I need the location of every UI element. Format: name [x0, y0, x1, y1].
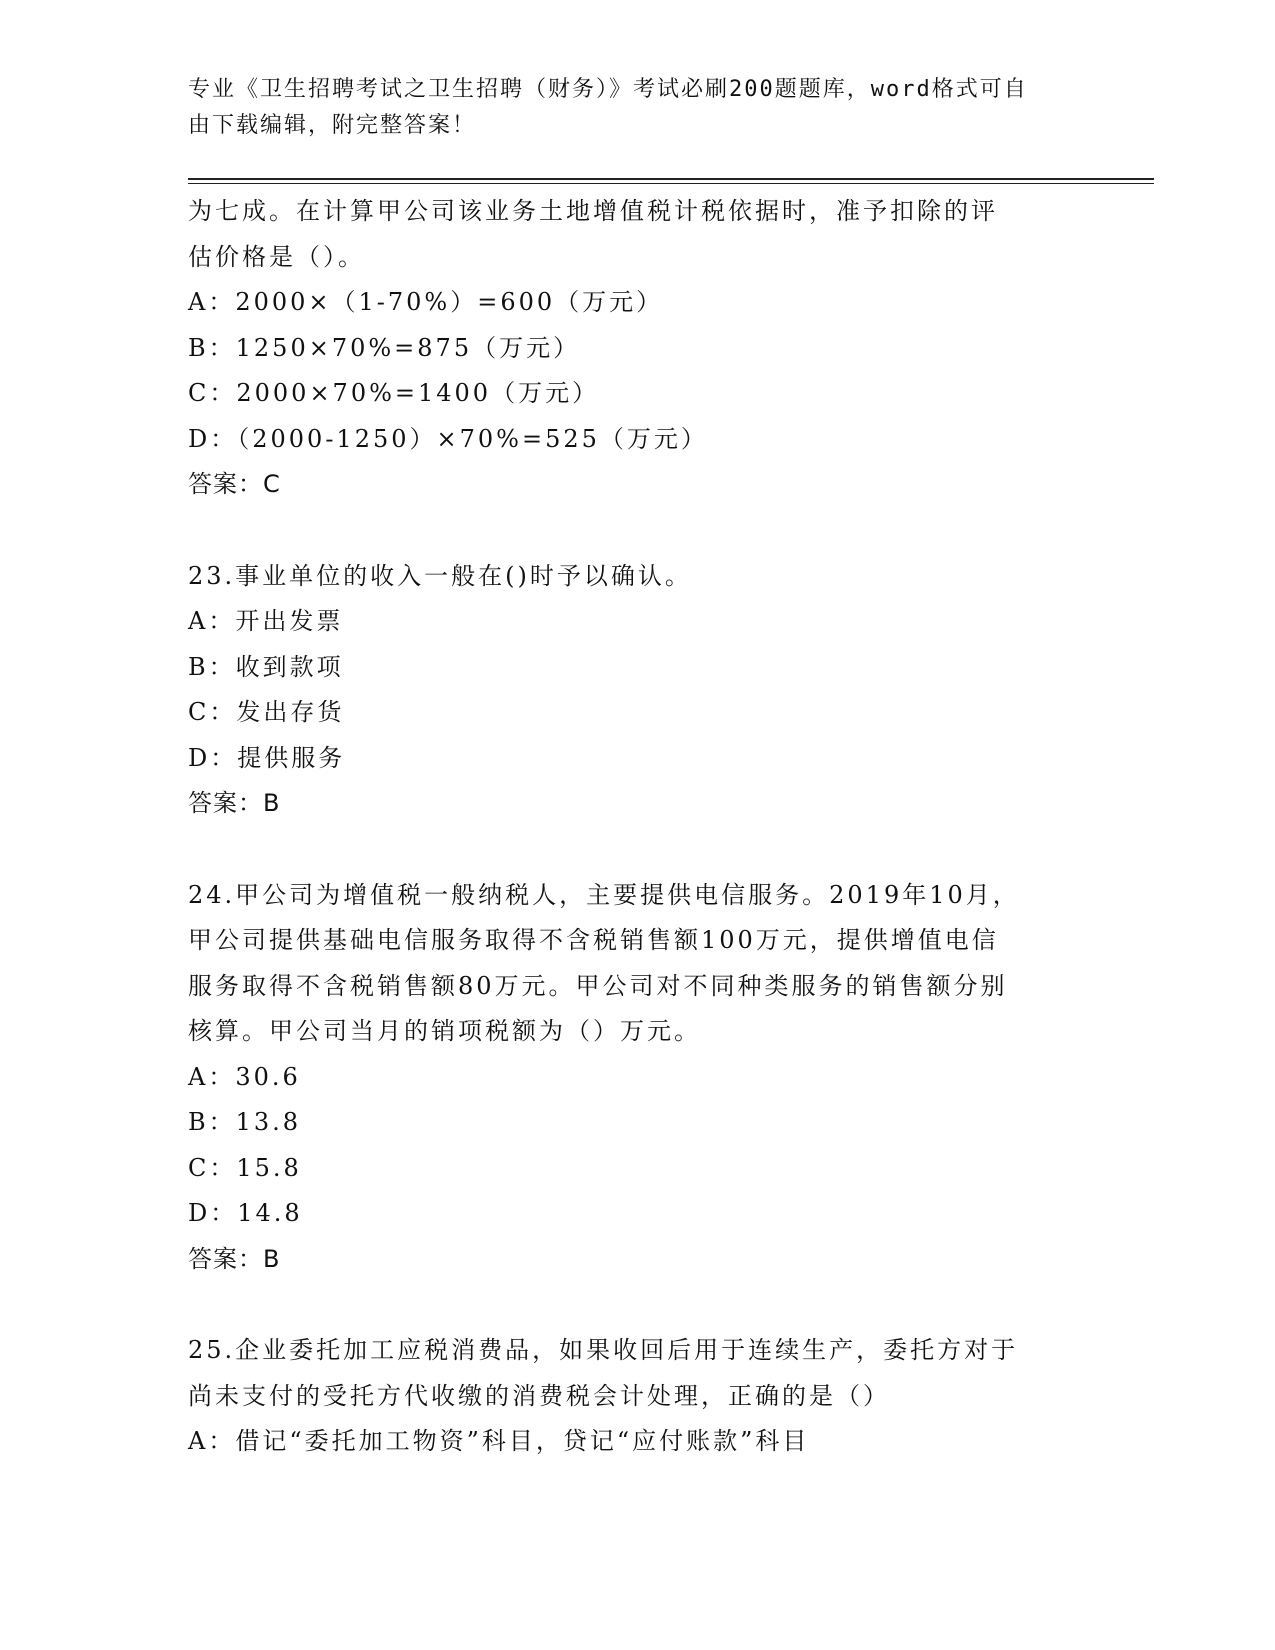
question-stem-line: 24.甲公司为增值税一般纳税人，主要提供电信服务。2019年10月， [188, 880, 1020, 909]
question-list [188, 189, 1088, 1465]
option-a: A：2000×（1-70%）=600（万元） [188, 288, 664, 316]
option-c: C：2000×70%=1400（万元） [188, 379, 600, 407]
option-a: A：30.6 [188, 1062, 301, 1091]
question-stem-line: 25.企业委托加工应税消费品，如果收回后用于连续生产，委托方对于 [188, 1336, 1019, 1364]
answer-text: 答案：B [188, 1244, 281, 1273]
header-divider-thin [188, 183, 1154, 184]
question-stem-line: 服务取得不含税销售额80万元。甲公司对不同种类服务的销售额分别 [188, 971, 1008, 1000]
answer-text: 答案：B [188, 789, 281, 817]
document-header [188, 72, 1068, 144]
option-b: B：13.8 [188, 1108, 302, 1136]
question-stem-line: 为七成。在计算甲公司该业务土地增值税计税依据时，准予扣除的评 [188, 197, 998, 225]
option-d: D：（2000-1250）×70%=525（万元） [188, 424, 708, 453]
answer-text: 答案：C [188, 470, 281, 498]
question-stem-line: 核算。甲公司当月的销项税额为（）万元。 [188, 1017, 701, 1045]
spacer [188, 508, 1088, 554]
option-a: A：借记“委托加工物资”科目，贷记“应付账款”科目 [188, 1427, 810, 1455]
spacer [188, 1282, 1088, 1328]
option-a: A：开出发票 [188, 607, 344, 635]
question-22 [188, 189, 1088, 508]
question-stem-line: 尚未支付的受托方代收缴的消费税会计处理，正确的是（） [188, 1381, 890, 1410]
question-24 [188, 873, 1088, 1283]
option-d: D：14.8 [188, 1199, 303, 1227]
question-stem-line: 甲公司提供基础电信服务取得不含税销售额100万元，提供增值电信 [188, 926, 999, 954]
spacer [188, 827, 1088, 873]
option-d: D：提供服务 [188, 743, 346, 772]
question-stem-line: 23.事业单位的收入一般在()时予以确认。 [188, 561, 692, 590]
question-stem-line: 估价格是（）。 [188, 242, 365, 271]
header-line-1: 专业《卫生招聘考试之卫生招聘（财务）》考试必刷200题题库，word格式可自 [188, 77, 1028, 102]
question-23 [188, 554, 1088, 827]
option-b: B：收到款项 [188, 652, 344, 681]
option-c: C：发出存货 [188, 698, 345, 726]
option-c: C：15.8 [188, 1153, 302, 1182]
header-line-2: 由下载编辑，附完整答案！ [188, 113, 477, 138]
option-b: B：1250×70%=875（万元） [188, 333, 581, 362]
question-25 [188, 1328, 1088, 1465]
header-divider-thick [188, 178, 1154, 180]
